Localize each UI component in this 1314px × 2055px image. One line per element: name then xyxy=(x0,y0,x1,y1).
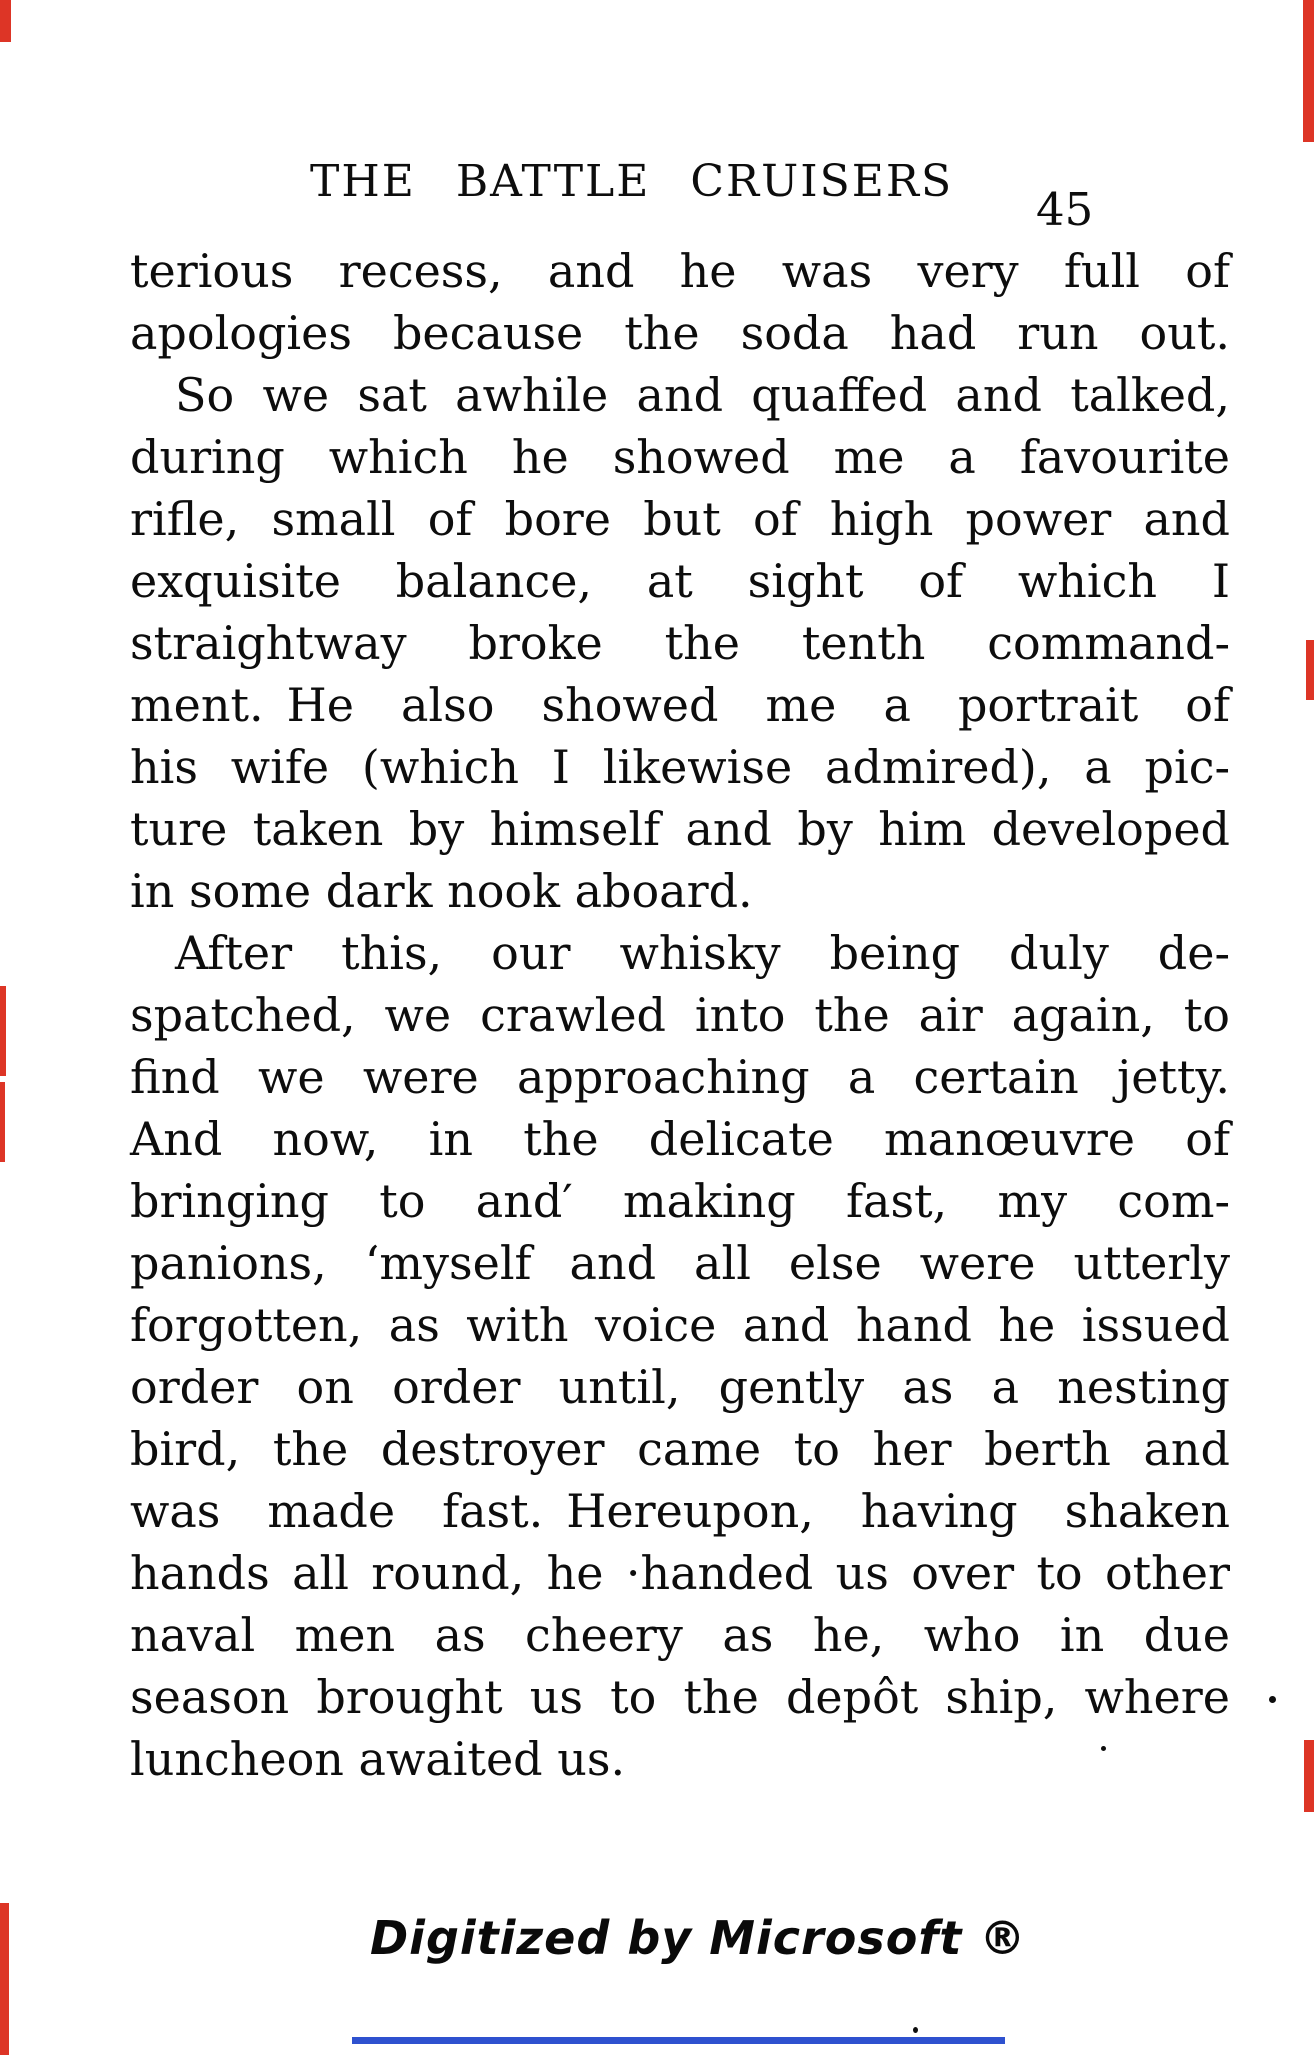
scan-edge-mark-right-top xyxy=(1303,0,1314,142)
text-line: bird, the destroyer came to her berth and xyxy=(130,1422,1230,1476)
ink-speck xyxy=(913,2027,918,2033)
body-text xyxy=(130,240,1230,1790)
text-line: in some dark nook aboard. xyxy=(130,864,753,918)
text-line: during which he showed me a favourite xyxy=(130,430,1230,484)
text-line: exquisite balance, at sight of which I xyxy=(130,554,1230,608)
text-line: ment. He also showed me a portrait of xyxy=(130,678,1230,732)
scan-edge-mark-left-bottom xyxy=(0,1903,9,2055)
scan-edge-mark-left-middle xyxy=(0,1082,5,1162)
text-line: rifle, small of bore but of high power and xyxy=(130,492,1230,546)
text-line: order on order until, gently as a nesting xyxy=(130,1360,1230,1414)
scan-edge-mark-right-lower xyxy=(1304,1740,1314,1812)
digitized-by-microsoft-watermark: Digitized by Microsoft ® xyxy=(370,1911,1027,1965)
text-line: season brought us to the depôt ship, where xyxy=(130,1670,1230,1724)
text-line: luncheon awaited us. xyxy=(130,1732,626,1786)
text-line: apologies because the soda had run out. xyxy=(130,306,1230,360)
scan-edge-mark-right-middle xyxy=(1306,640,1314,700)
text-line: find we were approaching a certain jetty. xyxy=(130,1050,1230,1104)
page-title: THE BATTLE CRUISERS xyxy=(310,156,954,207)
scan-edge-mark-left-middle xyxy=(0,986,6,1076)
text-line: terious recess, and he was very full of xyxy=(130,244,1230,298)
text-line: was made fast. Hereupon, having shaken xyxy=(130,1484,1230,1538)
ink-speck xyxy=(1101,1746,1106,1751)
text-line: And now, in the delicate manœuvre of xyxy=(130,1112,1230,1166)
text-line: ture taken by himself and by him developed xyxy=(130,802,1230,856)
running-header xyxy=(0,156,1314,236)
text-line: hands all round, he ·handed us over to other xyxy=(130,1546,1230,1600)
ink-speck xyxy=(1269,1696,1276,1703)
text-line: forgotten, as with voice and hand he issued xyxy=(130,1298,1230,1352)
text-line: straightway broke the tenth command- xyxy=(130,616,1230,670)
text-line: So we sat awhile and quaffed and talked, xyxy=(175,368,1230,422)
scan-edge-mark-left-top xyxy=(0,0,11,42)
text-line: panions, ʻmyself and all else were utterly xyxy=(130,1236,1230,1290)
text-line: bringing to and′ making fast, my com- xyxy=(130,1174,1230,1228)
text-line: his wife (which I likewise admired), a pic- xyxy=(130,740,1230,794)
page-number: 45 xyxy=(1036,183,1094,236)
text-line: naval men as cheery as he, who in due xyxy=(130,1608,1230,1662)
text-line: After this, our whisky being duly de- xyxy=(175,926,1230,980)
text-line: spatched, we crawled into the air again, to xyxy=(130,988,1230,1042)
scan-edge-line-bottom xyxy=(352,2037,1005,2044)
